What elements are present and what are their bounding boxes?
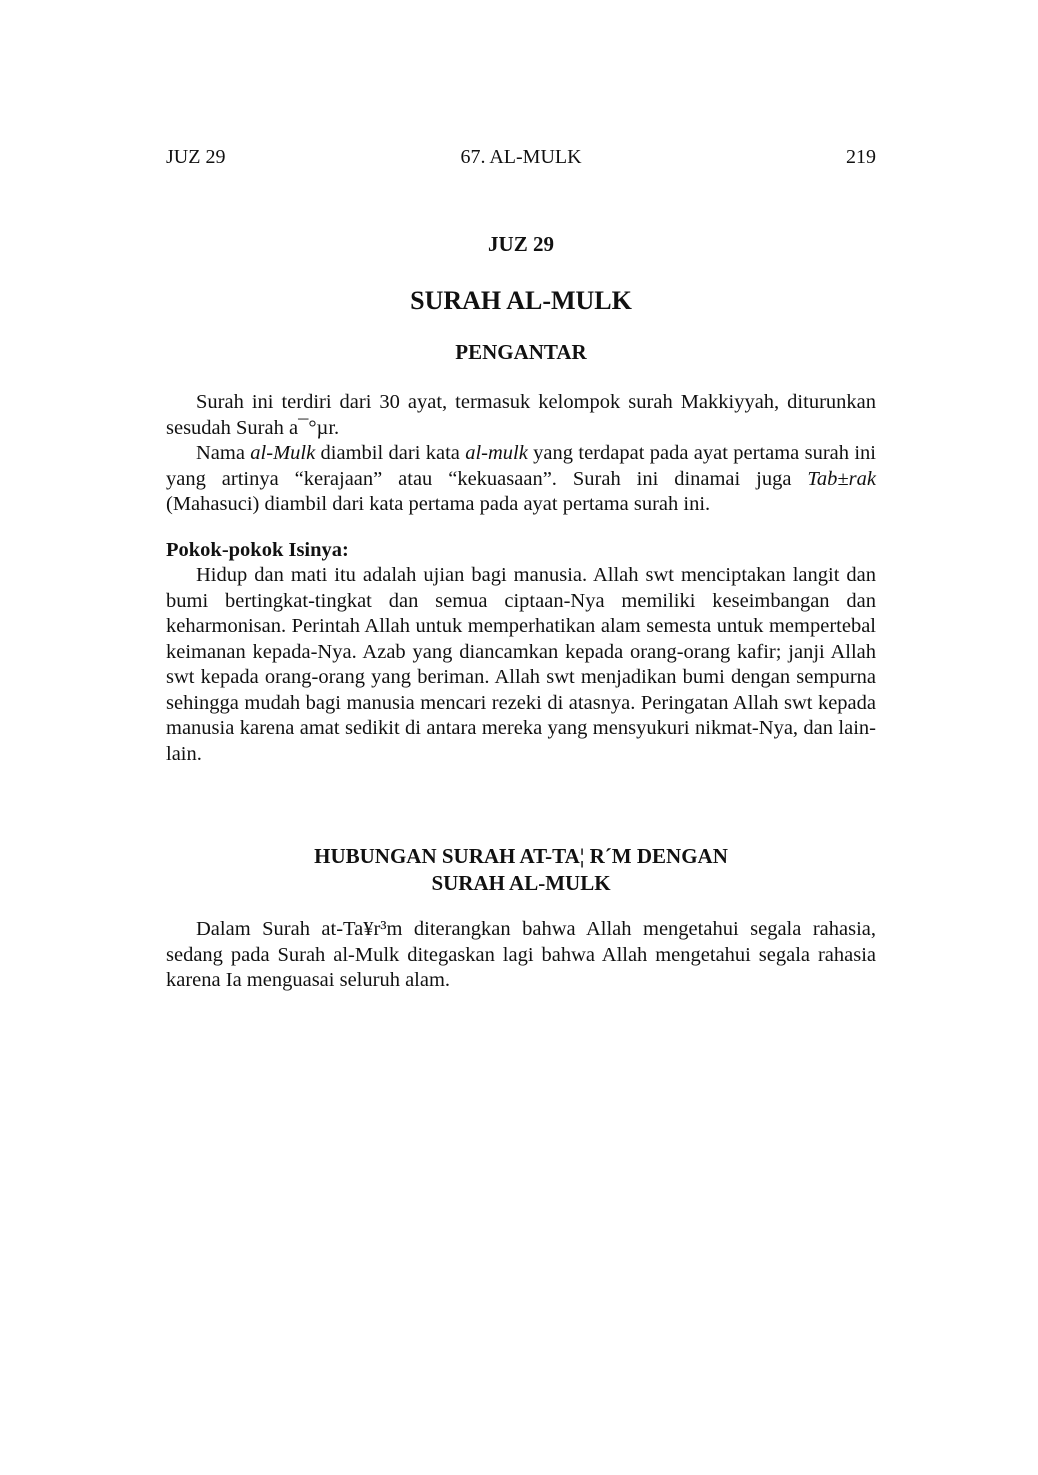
pengantar-heading: PENGANTAR <box>455 340 587 364</box>
running-head-juz: JUZ 29 <box>166 146 226 168</box>
running-head-surah: 67. AL-MULK <box>460 146 582 168</box>
hubungan-heading-line-2: SURAH AL-MULK <box>431 871 611 895</box>
page-content <box>166 232 876 994</box>
intro-text-segment: (Mahasuci) diambil dari kata pertama pada ayat pertama surah ini. <box>166 493 711 515</box>
pokok-heading: Pokok-pokok Isinya: <box>166 538 349 561</box>
intro-italic-term: Tab±rak <box>807 467 876 490</box>
intro-section <box>166 390 876 518</box>
hubungan-paragraph: Dalam Surah at-Ta¥r³m diterangkan bahwa Allah mengetahui segala rahasia, sedang pada Surah al-Mulk ditegaskan lagi bahwa Allah mengetahui segala rahasia karena Ia menguasai seluruh alam. <box>166 918 876 991</box>
page-number: 219 <box>846 146 876 168</box>
hubungan-section <box>166 843 876 994</box>
running-head <box>166 146 876 174</box>
pokok-section <box>166 538 876 768</box>
intro-text-segment: diambil dari kata <box>315 442 466 464</box>
intro-text-segment: yang terdapat pada ayat pertama surah ini yang artinya “kerajaan” atau “kekuasaan”. Surah ini dinamai juga <box>166 442 876 490</box>
surah-title: SURAH AL-MULK <box>410 286 632 315</box>
juz-heading: JUZ 29 <box>488 232 554 256</box>
pokok-paragraph: Hidup dan mati itu adalah ujian bagi manusia. Allah swt menciptakan langit dan bumi bertingkat-tingkat dan semua ciptaan-Nya memiliki keseimbangan dan keharmonisan. Perintah Allah untuk memperhatikan alam semesta untuk mempertebal keimanan kepada-Nya. Azab yang diancamkan kepada orang-orang kafir; janji Allah swt kepada orang-orang yang beriman. Allah swt menjadikan bumi dengan sempurna sehingga mudah bagi manusia mencari rezeki di atasnya. Peringatan Allah swt kepada manusia karena amat sedikit di antara mereka yang mensyukuri nikmat-Nya, dan lain-lain. <box>166 564 876 765</box>
intro-paragraph-1: Surah ini terdiri dari 30 ayat, termasuk kelompok surah Makkiyyah, diturunkan sesudah Surah a¯°µr. <box>166 391 876 439</box>
intro-italic-term: al-Mulk <box>250 442 316 464</box>
hubungan-heading <box>166 843 876 897</box>
intro-paragraph-2 <box>166 441 876 518</box>
intro-italic-term: al-mulk <box>465 442 528 464</box>
intro-text-segment: Nama <box>196 442 251 464</box>
hubungan-heading-line-1: HUBUNGAN SURAH AT-TA¦ R´M DENGAN <box>314 844 728 868</box>
